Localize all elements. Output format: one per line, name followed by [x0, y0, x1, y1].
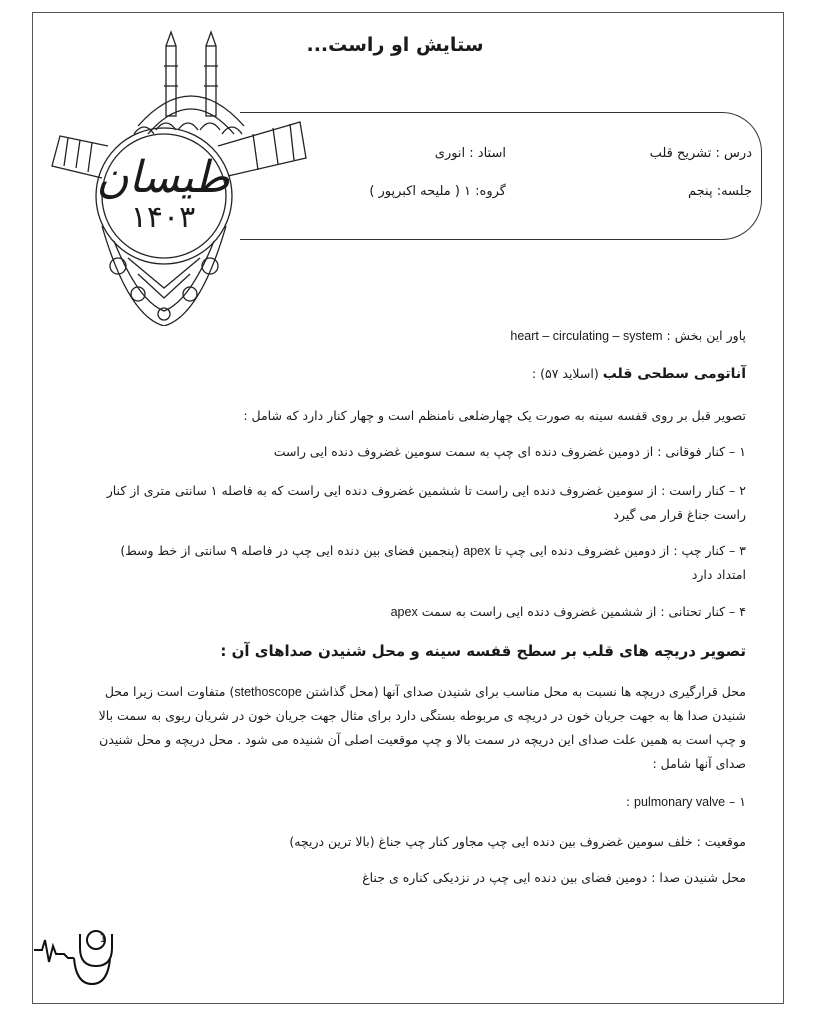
border-item-1: ۱ – کنار فوقانی : از دومین غضروف دنده ای چپ به سمت سومین غضروف دنده ایی راست	[273, 444, 746, 459]
item4-apex: apex	[390, 605, 418, 619]
session-info: جلسه: پنجم	[687, 184, 752, 199]
section1-note: (اسلاید ۵۷) :	[531, 366, 599, 381]
item3-apex: apex	[463, 544, 491, 558]
item4-text: ۴ – کنار تحتانی : از ششمین غضروف دنده ایی راست به سمت	[421, 604, 746, 619]
border-item-3	[96, 539, 746, 587]
border-item-4	[391, 604, 746, 619]
para-term: stethoscope	[234, 685, 302, 699]
group-info: گروه: ۱ ( ملیحه اکبرپور )	[369, 184, 506, 199]
section1-title: آناتومی سطحی قلب	[602, 366, 746, 382]
stethoscope-icon	[34, 920, 134, 995]
section1-heading	[532, 366, 746, 382]
power-prefix: پاور این بخش :	[666, 328, 746, 343]
course-value: تشریح قلب	[649, 146, 712, 161]
valves-paragraph	[96, 680, 746, 776]
section2-title: تصویر دریچه های قلب بر سطح قفسه سینه و محل شنیدن صداهای آن :	[220, 642, 746, 660]
valve1-position: موقعیت : خلف سومین غضروف بین دنده ایی چپ مجاور کنار چپ جناغ (بالا ترین دریچه)	[289, 834, 746, 849]
item3-text-b: (پنجمین فضای بین دنده ایی چپ در فاصله ۹ سانتی از خط وسط) امتداد دارد	[120, 543, 746, 582]
valve1-listen-site: محل شنیدن صدا : دومین فضای بین دنده ایی چپ در نزدیکی کناره ی جناغ	[362, 870, 746, 885]
valve1-name: pulmonary valve	[634, 795, 726, 809]
teacher-info: استاد : انوری	[434, 146, 506, 161]
para-text-a: محل قرارگیری دریچه ها نسبت به محل مناسب برای شنیدن صدای آنها (محل گذاشتن	[305, 684, 746, 699]
emblem-word: طیسان	[96, 152, 230, 203]
para-text-b: ) متفاوت است زیرا محل شنیدن صدا ها به جهت جریان خون در دریچه ی مربوطه بستگی دارد برای مثال جهت جریان خون در شریان ریوی به سمت بالا و چپ است به همین علت صدای این دریچه در سمت بالا و چپ موقعیت اصلی آن شنیده می شود . محل دریچه و محل شنیدن صدای آنها شامل :	[98, 684, 746, 771]
intro-line: تصویر قبل بر روی قفسه سینه به صورت یک چهارضلعی نامنظم است و چهار کنار دارد که شامل :	[243, 408, 746, 423]
valve1-number: ۱ –	[729, 794, 746, 809]
valve1-colon: :	[625, 794, 631, 809]
power-line	[510, 328, 746, 343]
valve-item-1	[626, 794, 746, 809]
course-info	[650, 146, 752, 161]
emblem-year: ۱۴۰۳	[130, 200, 196, 235]
header-motto: ستایش او راست...	[306, 34, 484, 56]
item3-text-a: ۳ – کنار چپ : از دومین غضروف دنده ایی چپ تا	[494, 543, 746, 558]
lecture-info-box	[240, 112, 762, 240]
page-number: 1	[99, 932, 107, 945]
course-label: درس :	[715, 146, 752, 161]
stethoscope-heartbeat-icon	[34, 920, 134, 995]
power-value: heart – circulating – system	[510, 329, 663, 343]
border-item-2: ۲ – کنار راست : از سومین غضروف دنده ایی راست تا ششمین غضروف دنده ایی راست که به فاصله ۱ سانتی متری از کنار راست جناغ قرار می گیرد	[106, 483, 746, 522]
